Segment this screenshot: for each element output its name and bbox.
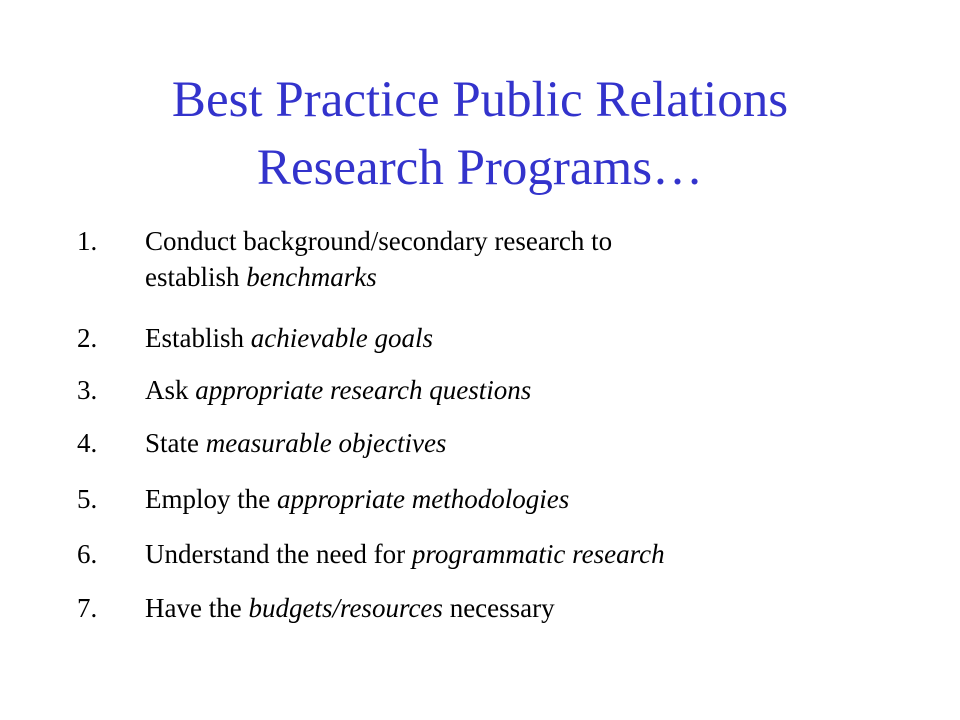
text-run: Understand the need for xyxy=(145,539,412,569)
text-run: Have the xyxy=(145,593,249,623)
list-text xyxy=(145,223,612,295)
list-number: 7. xyxy=(77,593,98,623)
text-run: necessary xyxy=(442,593,555,623)
emphasis-text: benchmarks xyxy=(246,262,377,292)
emphasis-text: budgets/resources xyxy=(248,593,443,623)
list-text xyxy=(145,425,446,461)
emphasis-text: appropriate research questions xyxy=(195,375,532,405)
text-run: Employ the xyxy=(145,484,277,514)
text-run: establish xyxy=(145,262,247,292)
title-line-2: Research Programs… xyxy=(256,140,704,196)
list-number: 2. xyxy=(77,323,98,353)
list-text xyxy=(145,590,555,626)
list-text xyxy=(145,536,665,572)
slide-title xyxy=(60,66,900,202)
list-text-line-1 xyxy=(145,223,612,259)
emphasis-text: appropriate methodologies xyxy=(276,484,570,514)
title-line-1: Best Practice Public Relations xyxy=(171,72,789,128)
emphasis-text: achievable goals xyxy=(250,323,433,353)
list-text xyxy=(145,320,433,356)
list-number: 1. xyxy=(77,226,98,256)
list-number: 5. xyxy=(77,484,98,514)
list-number: 4. xyxy=(77,428,98,458)
text-run: Ask xyxy=(145,375,196,405)
emphasis-text: programmatic research xyxy=(411,539,665,569)
text-run: State xyxy=(145,428,206,458)
list-number: 3. xyxy=(77,375,98,405)
emphasis-text: measurable objectives xyxy=(205,428,447,458)
list-text xyxy=(145,481,569,517)
list-text-line-2 xyxy=(145,259,612,295)
text-run: Establish xyxy=(145,323,251,353)
list-text xyxy=(145,372,531,408)
text-run: Conduct background/secondary research to xyxy=(145,226,613,256)
list-number: 6. xyxy=(77,539,98,569)
